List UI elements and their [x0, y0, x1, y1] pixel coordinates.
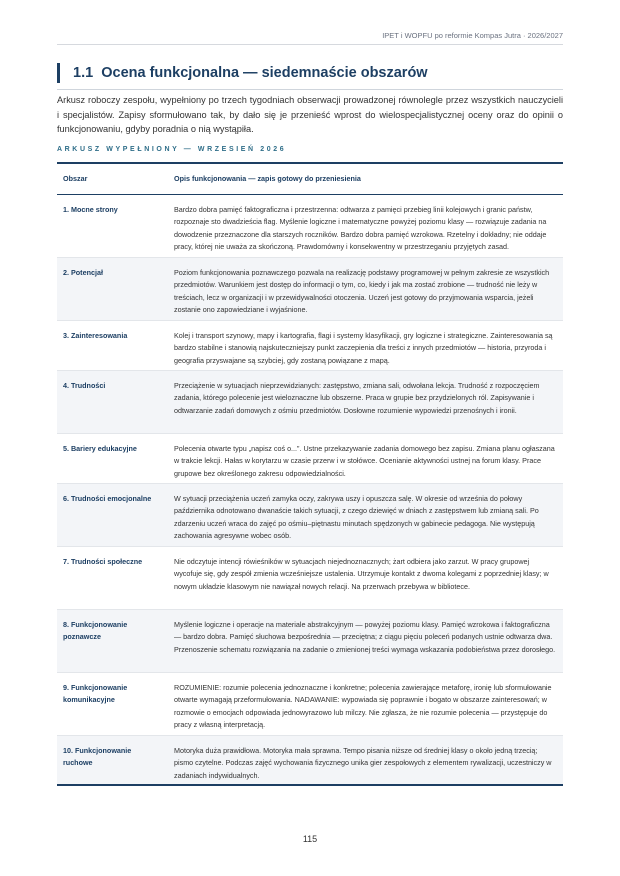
section-title-text: Ocena funkcjonalna — siedemnaście obszarów: [101, 65, 428, 81]
table-row: [57, 257, 563, 320]
heading-underline: [57, 89, 563, 90]
row-area: 8. Funkcjonowanie poznawcze: [57, 609, 168, 672]
row-area: 2. Potencjał: [57, 257, 168, 320]
row-area: 9. Funkcjonowanie komunikacyjne: [63, 682, 128, 704]
header-rule: [57, 44, 563, 45]
intro-paragraph: Arkusz roboczy zespołu, wypełniony po trzech tygodniach obserwacji prowadzonej równolegle przez wszystkich nauczycieli i specjalistów. Zapisy sformułowano tak, by dało się je przenieść wprost do wielospecjalistycznej oceny oraz do opinii o funkcjonowaniu, gdyby poradnia o nią wystąpiła.: [57, 95, 563, 134]
functional-assessment-table: [57, 162, 563, 786]
table-row: [57, 194, 563, 257]
row-description: ROZUMIENIE: rozumie polecenia jednoznaczne i konkretne; polecenia zawierające metaforę, ironię lub sformułowanie otwarte wymagają przeformułowania. NADAWANIE: wypowiada się poprawnie i bogato w obszarze zainteresowań; w rozmowie o emocjach odpowiada jednowyrazowo lub milczy. Nie zgłasza, że nie rozumie polecenia — przystępuje do pracy z własną interpretacją.: [174, 682, 552, 729]
row-description: Przeciążenie w sytuacjach nieprzewidzianych: zastępstwo, zmiana sali, odwołana lekcja. Trudność z rozpoczęciem zadania, którego polecenie jest wieloznaczne lub obszerne. Praca w grupie bez przydzielonych ról. Zapisywanie i odtwarzanie zadań domowych z ośmiu przedmiotów. Dosłowne rozumienie wypowiedzi przenośnych i ironii.: [168, 370, 563, 433]
column-header-area: Obszar: [57, 163, 168, 194]
table-header-row: [57, 163, 563, 194]
page-number: 115: [302, 834, 318, 844]
row-area: 10. Funkcjonowanie ruchowe: [57, 735, 168, 785]
row-description: W sytuacji przeciążenia uczeń zamyka oczy, zakrywa uszy i opuszcza salę. W okresie od września do połowy października odnotowano dwanaście takich sytuacji, z czego dziewięć w dniach z zastępstwem lub zmianą sali. Po zdarzeniu uczeń wraca do zajęć po ośmiu–piętnastu minutach spędzonych w gabinecie pedagoga. Nie występują zachowania agresywne wobec osób.: [168, 483, 563, 546]
row-description: Nie odczytuje intencji rówieśników w sytuacjach niejednoznacznych; żart odbiera jako zarzut. W pracy grupowej wycofuje się, gdy zespół zmienia wcześniejsze ustalenia. Utrzymuje kontakt z dwoma kolegami z poprzedniej klasy; w nowym układzie klasowym nie nawiązał nowych relacji. Na przerwach przebywa w bibliotece.: [174, 556, 549, 591]
column-header-description: Opis funkcjonowania — zapis gotowy do przeniesienia: [168, 163, 563, 194]
section-heading: [57, 62, 563, 84]
section-title: [73, 65, 428, 81]
table-row: [57, 370, 563, 433]
table-row: [57, 735, 563, 785]
heading-accent-bar: [57, 63, 60, 83]
row-description: Bardzo dobra pamięć faktograficzna i przestrzenna: odtwarza z pamięci przebieg linii kolejowych i granic państw, rozpoznaje sto dwadzieścia flag. Myślenie logiczne i matematyczne powyżej poziomu klasy — rozwiązuje zadania na dowodzenie przeznaczone dla starszych roczników. Bardzo dobra pamięć wzrokowa. Rzetelny i dokładny; nie oddaje pracy, której nie uważa za skończoną. Prawdomówny i konsekwentny w przestrzeganiu przyjętych zasad.: [174, 204, 547, 251]
table-row: [57, 672, 563, 735]
row-area: 3. Zainteresowania: [63, 330, 128, 340]
row-area: 5. Bariery edukacyjne: [63, 443, 137, 453]
section-number: 1.1: [73, 65, 94, 81]
row-area: 7. Trudności społeczne: [63, 556, 143, 566]
row-area: 4. Trudności: [57, 370, 168, 433]
table-row: [57, 433, 563, 483]
sheet-label: ARKUSZ WYPEŁNIONY — WRZESIEŃ 2026: [57, 146, 287, 153]
table-row: [57, 546, 563, 609]
row-description: Poziom funkcjonowania poznawczego pozwala na realizację podstawy programowej w pełnym zakresie ze wszystkich przedmiotów. Warunkiem jest dostęp do informacji o tym, co, kiedy i jak ma zostać zrobione — trudność nie leży w treściach, lecz w organizacji i w przewidywalności otoczenia. Uczeń jest gotowy do przyjmowania wsparcia, jeżeli zostanie ono zapowiedziane i wyjaśnione.: [168, 257, 563, 320]
row-area: 6. Trudności emocjonalne: [57, 483, 168, 546]
row-description: Polecenia otwarte typu „napisz coś o...”. Ustne przekazywanie zadania domowego bez zapisu. Zmiana planu ogłaszana w trakcie lekcji. Hałas w korytarzu w czasie przerw i w stołówce. Ocenianie aktywności ustnej na forum klasy. Prace grupowe bez określonego zakresu odpowiedzialności.: [174, 443, 555, 478]
row-description: Motoryka duża prawidłowa. Motoryka mała sprawna. Tempo pisania niższe od średniej klasy o około jedną trzecią; pismo czytelne. Podczas zajęć wychowania fizycznego unika gier zespołowych z elementem rywalizacji, uczestniczy w zadaniach indywidualnych.: [168, 735, 563, 785]
running-header: IPET i WOPFU po reformie Kompas Jutra · 2026/2027: [382, 31, 563, 40]
table-row: [57, 483, 563, 546]
row-area: 1. Mocne strony: [63, 204, 118, 214]
table-row: [57, 609, 563, 672]
row-description: Kolej i transport szynowy, mapy i kartografia, flagi i systemy klasyfikacji, gry logiczne i strategiczne. Zainteresowania są bardzo stabilne i stanowią najskuteczniejszy punkt zaczepienia dla treści z innych przedmiotów — historia, przyroda i geografia przyswajane są szybciej, gdy zostaną powiązane z mapą.: [174, 330, 553, 365]
row-description: Myślenie logiczne i operacje na materiale abstrakcyjnym — powyżej poziomu klasy. Pamięć wzrokowa i faktograficzna — bardzo dobra. Pamięć słuchowa bezpośrednia — przeciętna; z ciągu pięciu poleceń podanych ustnie odtwarza dwa. Przenoszenie schematu rozwiązania na zadanie o zmienionej treści wymaga wskazania podobieństwa przez dorosłego.: [168, 609, 563, 672]
table-row: [57, 320, 563, 370]
